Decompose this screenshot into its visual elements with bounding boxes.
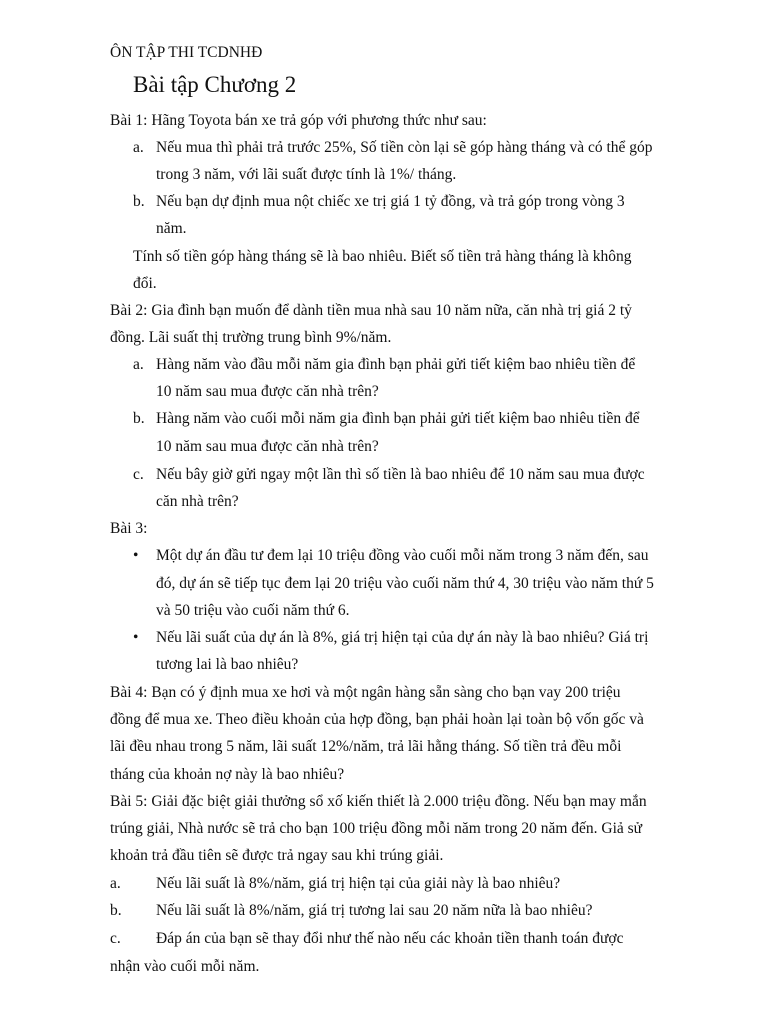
line-text: Tính số tiền góp hàng tháng sẽ là bao nhiêu. Biết số tiền trả hàng tháng là không xyxy=(133,248,632,265)
line-text: căn nhà trên? xyxy=(156,493,239,510)
line-text: tương lai là bao nhiêu? xyxy=(156,656,299,673)
line-text: khoản trả đầu tiên sẽ được trả ngay sau khi trúng giải. xyxy=(110,847,444,864)
line-text: 10 năm sau mua được căn nhà trên? xyxy=(156,438,379,455)
line-text: năm. xyxy=(156,220,187,237)
line-text: trúng giải, Nhà nước sẽ trả cho bạn 100 triệu đồng mỗi năm trong 20 năm đến. Giả sử xyxy=(110,820,643,837)
line-text: đồng để mua xe. Theo điều khoản của hợp đồng, bạn phải hoàn lại toàn bộ vốn gốc và xyxy=(110,711,644,728)
line-text: Một dự án đầu tư đem lại 10 triệu đồng vào cuối mỗi năm trong 3 năm đến, sau xyxy=(156,547,649,564)
line-text: Bài 3: xyxy=(110,520,148,537)
line-text: Bài 1: Hãng Toyota bán xe trả góp với phương thức như sau: xyxy=(110,112,487,129)
line-text: đồng. Lãi suất thị trường trung bình 9%/năm. xyxy=(110,329,392,346)
list-marker: • xyxy=(133,547,139,564)
list-marker: c. xyxy=(133,466,144,483)
list-marker: • xyxy=(133,629,139,646)
list-marker: c. xyxy=(110,930,121,947)
line-text: 10 năm sau mua được căn nhà trên? xyxy=(156,383,379,400)
line-text: nhận vào cuối mỗi năm. xyxy=(110,958,260,975)
line-text: đó, dự án sẽ tiếp tục đem lại 20 triệu vào cuối năm thứ 4, 30 triệu vào năm thứ 5 xyxy=(156,575,654,592)
line-text: Hàng năm vào đầu mỗi năm gia đình bạn phải gửi tiết kiệm bao nhiêu tiền để xyxy=(156,356,636,373)
line-text: lãi đều nhau trong 5 năm, lãi suất 12%/năm, trả lãi hằng tháng. Số tiền trả đều mỗi xyxy=(110,738,622,755)
list-marker: b. xyxy=(110,902,122,919)
line-text: Bài 2: Gia đình bạn muốn để dành tiền mua nhà sau 10 năm nữa, căn nhà trị giá 2 tỷ xyxy=(110,302,632,319)
line-text: Nếu lãi suất là 8%/năm, giá trị tương lai sau 20 năm nữa là bao nhiêu? xyxy=(156,902,593,919)
line-text: tháng của khoản nợ này là bao nhiêu? xyxy=(110,766,345,783)
line-text: Nếu mua thì phải trả trước 25%, Số tiền còn lại sẽ góp hàng tháng và có thể góp xyxy=(156,139,653,156)
line-text: Đáp án của bạn sẽ thay đổi như thế nào nếu các khoản tiền thanh toán được xyxy=(156,930,624,947)
line-text: trong 3 năm, với lãi suất được tính là 1%/ tháng. xyxy=(156,166,457,183)
line-text: Hàng năm vào cuối mỗi năm gia đình bạn phải gửi tiết kiệm bao nhiêu tiền để xyxy=(156,410,640,427)
line-text: và 50 triệu vào cuối năm thứ 6. xyxy=(156,602,350,619)
list-marker: a. xyxy=(110,875,121,892)
line-text: Nếu lãi suất là 8%/năm, giá trị hiện tại của giải này là bao nhiêu? xyxy=(156,875,561,892)
line-text: Nếu bây giờ gửi ngay một lần thì số tiền là bao nhiêu để 10 năm sau mua được xyxy=(156,466,645,483)
page-header: ÔN TẬP THI TCDNHĐ xyxy=(110,44,263,61)
line-text: Bài 5: Giải đặc biệt giải thưởng sổ xố kiến thiết là 2.000 triệu đồng. Nếu bạn may mắn xyxy=(110,793,647,810)
list-marker: b. xyxy=(133,410,145,427)
line-text: Nếu bạn dự định mua nột chiếc xe trị giá 1 tỷ đồng, và trả góp trong vòng 3 xyxy=(156,193,625,210)
line-text: đổi. xyxy=(133,275,157,292)
list-marker: a. xyxy=(133,356,144,373)
line-text: Bài 4: Bạn có ý định mua xe hơi và một ngân hàng sẵn sàng cho bạn vay 200 triệu xyxy=(110,684,621,701)
list-marker: a. xyxy=(133,139,144,156)
page-title: Bài tập Chương 2 xyxy=(133,72,297,97)
line-text: Nếu lãi suất của dự án là 8%, giá trị hiện tại của dự án này là bao nhiêu? Giá trị xyxy=(156,629,649,646)
list-marker: b. xyxy=(133,193,145,210)
